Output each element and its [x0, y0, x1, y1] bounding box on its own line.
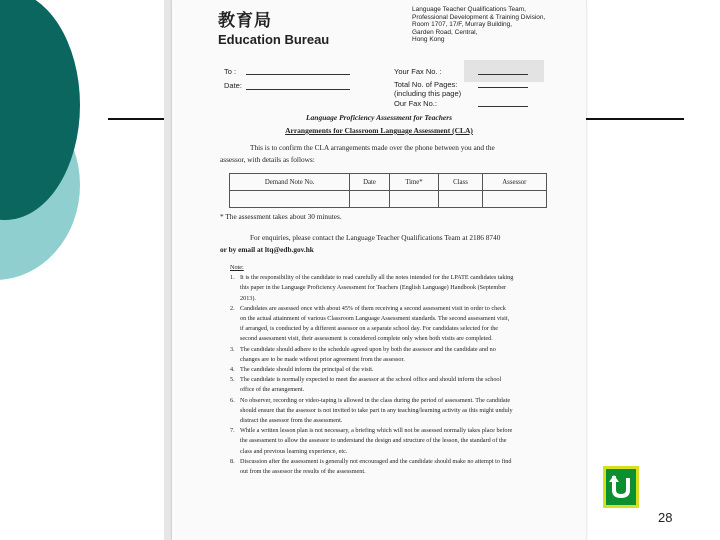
note-line: office of the arrangement. [240, 386, 305, 394]
note-item [230, 396, 550, 427]
document-subtitle: Arrangements for Classroom Language Assessment (CLA) [285, 126, 473, 135]
our-fax-label: Our Fax No.: [394, 99, 437, 108]
table-header: Time* [389, 174, 439, 191]
note-line: second assessment visit, their assessment is considered complete only when both visits are completed. [240, 335, 493, 343]
note-item [230, 365, 550, 375]
note-line: 2013). [240, 294, 256, 302]
note-line: on the actual attainment of various Classroom Language Assessment standards. The second assessment visit, [240, 315, 510, 323]
note-line: this paper in the Language Proficiency Assessment for Teachers (English Language) Handbook (September [240, 284, 507, 292]
note-number: 3. [230, 345, 235, 353]
note-line: if arranged, is conducted by a different assessor on a separate school day. For candidates selected for the [240, 325, 499, 333]
address-line: Professional Development & Training Division, [412, 13, 546, 21]
document-shadow-edge [164, 0, 172, 540]
address-line: Language Teacher Qualifications Team, [412, 6, 526, 13]
note-line: class and previous learning experience, etc. [240, 447, 348, 455]
table-header: Demand Note No. [230, 174, 350, 191]
table-cell [350, 191, 389, 208]
table-row [230, 191, 547, 208]
note-line: The candidate is normally expected to meet the assessor at the school office and should inform the school [240, 376, 502, 384]
note-item [230, 304, 550, 345]
scanned-fax-document [172, 0, 586, 540]
note-number: 4. [230, 366, 235, 374]
your-fax-line [478, 74, 528, 75]
table-header: Date [350, 174, 389, 191]
table-header: Assessor [482, 174, 546, 191]
to-label: To : [224, 67, 237, 76]
address-line: Hong Kong [412, 36, 445, 44]
note-number: 8. [230, 457, 235, 465]
address-line: Garden Road, Central, [412, 28, 478, 36]
document-title: Language Proficiency Assessment for Teachers [305, 113, 453, 122]
note-label: Note: [230, 264, 244, 271]
your-fax-label: Your Fax No. : [394, 67, 442, 76]
enquiry-email-line: or by email at ltq@edb.gov.hk [220, 244, 314, 254]
note-line: the assessment to allow the assessor to understand the design and structure of the lesson, the standard of the [240, 437, 507, 445]
title-rule-right [586, 118, 684, 120]
note-item [230, 375, 550, 395]
return-button[interactable] [603, 466, 639, 508]
note-number: 2. [230, 304, 235, 312]
enquiry-line: For enquiries, please contact the Language Teacher Qualifications Team at 2186 8740 [250, 233, 501, 242]
table-cell [389, 191, 439, 208]
our-fax-line [478, 106, 528, 107]
note-line: While a written lesson plan is not necessary, a briefing which will not be assessed normally takes place before [240, 427, 513, 435]
note-number: 6. [230, 396, 235, 404]
note-line: Candidates are assessed once with about 45% of them receiving a second assessment visit in order to check [240, 304, 506, 312]
table-cell [439, 191, 482, 208]
table-header: Class [439, 174, 482, 191]
total-pages-line [478, 87, 528, 88]
note-number: 7. [230, 427, 235, 435]
faded-stamp [464, 60, 544, 82]
logo-english: Education Bureau [218, 32, 330, 47]
note-item [230, 426, 550, 457]
note-number: 1. [230, 274, 235, 282]
note-line: The candidate should inform the principal of the visit. [240, 366, 374, 374]
note-line: The candidate should adhere to the schedule agreed upon by both the assessor and the candidate and no [240, 345, 496, 353]
note-line: should ensure that the assessor is not invited to take part in any teaching/learning activity as this might unduly [240, 406, 513, 414]
notes-section [230, 263, 550, 477]
address-line: Room 1707, 17/F, Murray Building, [412, 21, 513, 29]
table-cell [482, 191, 546, 208]
date-field-line [246, 89, 350, 90]
note-number: 5. [230, 376, 235, 384]
note-line: distract the assessor from the assessment. [240, 417, 343, 425]
logo-chinese: 教育局 [218, 11, 272, 30]
note-line: No observer, recording or video-taping is allowed in the class during the period of assessment. The candidate [240, 396, 511, 404]
date-label: Date: [224, 81, 242, 90]
note-item [230, 273, 550, 304]
table-cell [230, 191, 350, 208]
total-pages-sub: (including this page) [394, 89, 462, 98]
total-pages-label: Total No. of Pages: [394, 80, 458, 89]
note-item [230, 345, 550, 365]
intro-line: This is to confirm the CLA arrangements made over the phone between you and the [250, 143, 495, 152]
return-arrow-icon [609, 474, 633, 500]
enquiry-paragraph [220, 232, 550, 255]
note-line: out from the assessor the results of the assessment. [240, 468, 366, 476]
note-item [230, 457, 550, 477]
note-line: It is the responsibility of the candidate to read carefully all the notes intended for the LPATE candidates taking [240, 274, 514, 282]
note-line: Discussion after the assessment is generally not encouraged and the candidate should make no attempt to find [240, 457, 512, 465]
slide-page-number: 28 [658, 510, 673, 525]
intro-line: assessor, with details as follows: [220, 154, 315, 164]
address-block [412, 6, 545, 44]
footnote: * The assessment takes about 30 minutes. [220, 212, 342, 221]
note-line: changes are to be made without prior agreement from the assessor. [240, 355, 405, 363]
table-header-row [230, 174, 547, 191]
intro-paragraph [220, 142, 550, 165]
to-field-line [246, 74, 350, 75]
cla-table [229, 173, 547, 208]
notes-list [230, 273, 550, 477]
